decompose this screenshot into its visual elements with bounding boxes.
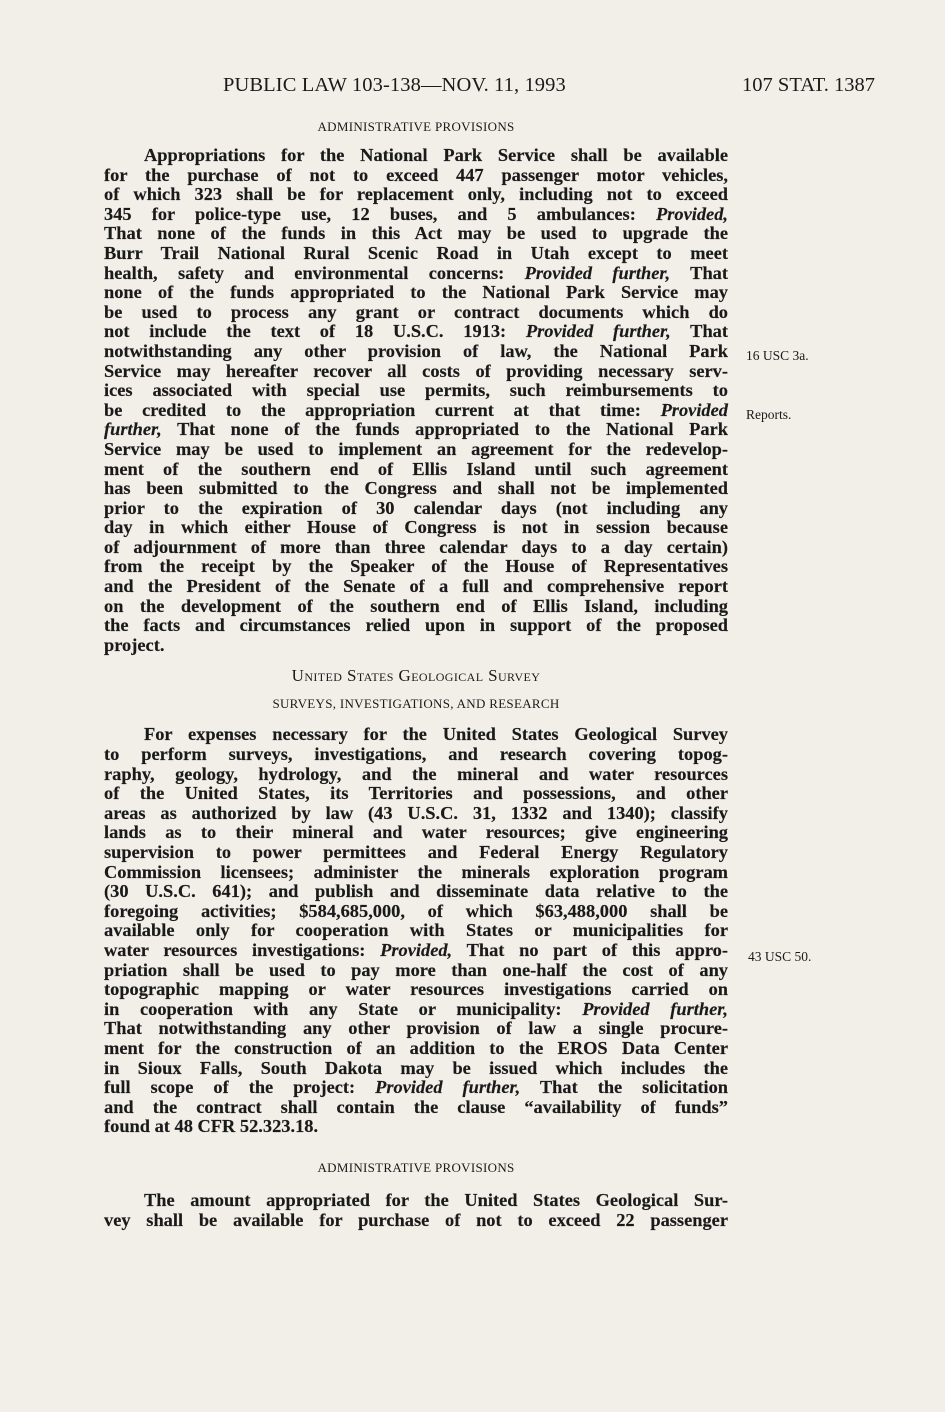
text-line: in Sioux Falls, South Dakota may be issued which includes the (104, 1057, 728, 1078)
text-line: vey shall be available for purchase of not to exceed 22 passenger (104, 1209, 728, 1230)
agency-heading-usgs: United States Geological Survey (291, 666, 541, 686)
text-line: ment of the southern end of Ellis Island until such agreement (104, 458, 728, 479)
margin-note-43-usc-50: 43 USC 50. (748, 949, 812, 964)
margin-note-16-usc-3a: 16 USC 3a. (746, 348, 809, 363)
text-line: raphy, geology, hydrology, and the mineral and water resources (104, 763, 728, 784)
text-line: to perform surveys, investigations, and research covering topog- (104, 744, 728, 765)
nps-paragraph (104, 146, 728, 655)
text-line: ment for the construction of an addition to the EROS Data Center (104, 1037, 728, 1058)
text-line: day in which either House of Congress is not in session because (104, 517, 728, 538)
section-heading-administrative-provisions: ADMINISTRATIVE PROVISIONS (317, 119, 515, 134)
margin-note-reports: Reports. (746, 407, 792, 422)
text-line: in cooperation with any State or municipality: Provided further, (104, 998, 728, 1019)
text-line: has been submitted to the Congress and shall not be implemented (104, 478, 728, 499)
text-line: found at 48 CFR 52.323.18. (104, 1116, 319, 1137)
usgs-admin-paragraph (104, 1191, 728, 1230)
text-line: be used to process any grant or contract documents which do (104, 301, 728, 322)
text-line: of the United States, its Territories and possessions, and other (104, 783, 728, 804)
text-line: Appropriations for the National Park Service shall be available (144, 145, 728, 165)
text-line: project. (104, 634, 165, 655)
text-line: from the receipt by the Speaker of the House of Representatives (104, 556, 728, 577)
text-line: For expenses necessary for the United States Geological Survey (144, 724, 728, 745)
text-line: Service may be used to implement an agreement for the redevelop- (104, 438, 728, 459)
text-line: lands as to their mineral and water resources; give engineering (104, 822, 728, 843)
text-line: Service may hereafter recover all costs of providing necessary serv- (104, 360, 728, 381)
section-heading-administrative-provisions-2: ADMINISTRATIVE PROVISIONS (317, 1159, 515, 1175)
text-line: of which 323 shall be for replacement only, including not to exceed (104, 184, 728, 205)
text-line: on the development of the southern end of Ellis Island, including (104, 595, 728, 616)
text-line: The amount appropriated for the United States Geological Sur- (144, 1189, 728, 1210)
text-line: not include the text of 18 U.S.C. 1913: Provided further, That (104, 321, 728, 342)
text-line: ices associated with special use permits, such reimbursements to (104, 380, 728, 401)
text-line: prior to the expiration of 30 calendar days (not including any (104, 497, 728, 518)
text-line: Commission licensees; administer the minerals exploration program (104, 861, 728, 882)
text-line: areas as authorized by law (43 U.S.C. 31, 1332 and 1340); classify (104, 802, 728, 823)
text-line: further, That none of the funds appropriated to the National Park (104, 419, 728, 440)
running-head (223, 74, 875, 100)
text-line: Burr Trail National Rural Scenic Road in Utah except to meet (104, 242, 728, 263)
text-line: for the purchase of not to exceed 447 passenger motor vehicles, (104, 164, 728, 185)
text-line: topographic mapping or water resources investigations carried on (104, 979, 728, 1000)
text-line: water resources investigations: Provided, That no part of this appro- (104, 939, 728, 960)
text-line: the facts and circumstances relied upon in support of the proposed (104, 615, 728, 636)
text-line: priation shall be used to pay more than one-half the cost of any (104, 959, 728, 980)
section-heading-surveys: SURVEYS, INVESTIGATIONS, AND RESEARCH (272, 696, 560, 712)
text-line: and the contract shall contain the clause “availability of funds” (104, 1096, 728, 1117)
text-line: (30 U.S.C. 641); and publish and disseminate data relative to the (104, 881, 728, 902)
page-title: PUBLIC LAW 103-138—NOV. 11, 1993 (223, 74, 566, 96)
text-block (104, 118, 728, 1230)
text-line: none of the funds appropriated to the National Park Service may (104, 282, 728, 303)
text-line: available only for cooperation with States or municipalities for (104, 920, 728, 941)
text-line: be credited to the appropriation current at that time: Provided (104, 399, 728, 420)
text-line: 345 for police-type use, 12 buses, and 5 ambulances: Provided, (104, 203, 728, 224)
text-line: full scope of the project: Provided further, That the solicitation (104, 1077, 728, 1098)
text-line: and the President of the Senate of a full and comprehensive report (104, 576, 728, 597)
text-line: That notwithstanding any other provision of law a single procure- (104, 1018, 728, 1039)
usgs-paragraph (104, 725, 728, 1136)
text-line: foregoing activities; $584,685,000, of which $63,488,000 shall be (104, 900, 728, 921)
text-line: supervision to power permittees and Federal Energy Regulatory (104, 842, 728, 862)
text-line: notwithstanding any other provision of law, the National Park (104, 340, 728, 361)
page-folio: 107 STAT. 1387 (742, 74, 875, 96)
text-line: That none of the funds in this Act may be used to upgrade the (104, 223, 728, 244)
text-line: of adjournment of more than three calendar days to a day certain) (104, 536, 728, 557)
text-line: health, safety and environmental concerns: Provided further, That (104, 262, 728, 283)
